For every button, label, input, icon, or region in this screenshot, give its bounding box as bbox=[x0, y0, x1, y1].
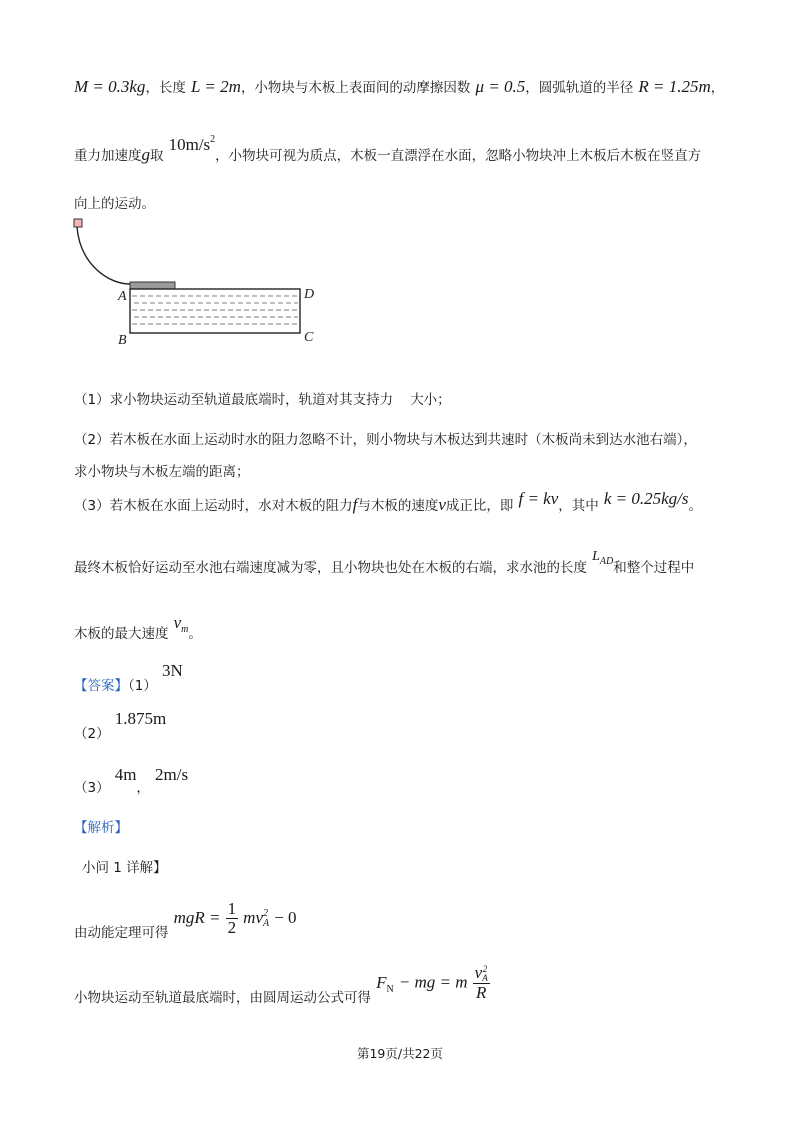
text: ，其中 bbox=[558, 498, 599, 514]
text: ，小物块可视为质点，木板一直漂浮在水面，忽略小物块冲上木板后木板在竖直方 bbox=[215, 148, 702, 164]
circular-motion-equation bbox=[74, 963, 490, 1006]
pool-length-symbol: $L_{AD}$ bbox=[592, 549, 614, 567]
text: （1） bbox=[128, 678, 157, 694]
question-1 bbox=[74, 388, 451, 408]
given-line-1 bbox=[74, 76, 724, 97]
text: ， bbox=[710, 80, 725, 96]
wooden-board bbox=[130, 282, 175, 289]
var-f: f bbox=[352, 495, 358, 514]
text: 大小； bbox=[410, 392, 451, 408]
text: ，小物块与木板上表面间的动摩擦因数 bbox=[240, 80, 471, 96]
text: 木板的最大速度 bbox=[74, 626, 169, 642]
text: 。 bbox=[688, 498, 703, 514]
question-2-line-2: 求小物块与木板左端的距离； bbox=[74, 464, 250, 480]
text: 。 bbox=[188, 626, 202, 642]
answer-1-value: 3N bbox=[161, 661, 183, 680]
text: 重力加速度 bbox=[74, 148, 142, 164]
answer-3 bbox=[74, 765, 189, 797]
text: ，圆弧轨道的半径 bbox=[525, 80, 634, 96]
mass-board: M = 0.3kg bbox=[74, 77, 146, 96]
length-board: L = 2m bbox=[191, 77, 241, 96]
text: 由动能定理可得 bbox=[74, 925, 169, 941]
text: 取 bbox=[150, 148, 164, 164]
question-3-line-2 bbox=[74, 549, 695, 579]
answer-2 bbox=[74, 709, 167, 743]
label-B: B bbox=[118, 333, 127, 348]
eq-mid: − mg = m bbox=[398, 972, 468, 992]
given-line-3: 向上的运动。 bbox=[74, 196, 155, 212]
max-velocity-symbol: $v_m$ bbox=[173, 613, 189, 635]
text: 最终木板恰好运动至水池右端速度减为零，且小物块也处在木板的右端，求水池的长度 bbox=[74, 560, 587, 576]
normal-force: $F_N$ bbox=[376, 972, 394, 995]
given-line-2 bbox=[74, 134, 702, 165]
question-3-line-3 bbox=[74, 613, 202, 645]
text: ，长度 bbox=[145, 80, 186, 96]
eq-kinetic: mv 2 A bbox=[243, 908, 270, 930]
arc-track bbox=[77, 227, 130, 284]
question-3-line-1 bbox=[74, 489, 703, 515]
label-D: D bbox=[304, 287, 315, 302]
answer-2-value: 1.875m bbox=[114, 709, 167, 728]
page-footer bbox=[0, 1043, 800, 1062]
text: 与木板的速度 bbox=[357, 498, 439, 514]
text: 和整个过程中 bbox=[613, 560, 695, 576]
label-C: C bbox=[304, 330, 314, 345]
eq-left: mgR = bbox=[173, 908, 221, 927]
arc-radius: R = 1.25m bbox=[638, 77, 711, 96]
pool-diagram bbox=[68, 214, 328, 350]
friction-coefficient: μ = 0.5 bbox=[475, 77, 526, 96]
page-number: 第19页/共22页 bbox=[356, 1046, 444, 1061]
fraction-v2-over-r: v 2 A R bbox=[474, 963, 488, 1003]
answer-3-length: 4m bbox=[114, 765, 137, 784]
text: 成正比，即 bbox=[445, 498, 514, 514]
label-A: A bbox=[118, 289, 127, 304]
question-2-line-1: （2）若木板在水面上运动时水的阻力忽略不计，则小物块与木板达到共速时（木板尚未到达水池右端）， bbox=[74, 432, 697, 448]
fraction-half: $\frac{1}{2}$ bbox=[227, 899, 237, 937]
resistance-formula: f = kv bbox=[518, 489, 559, 508]
answer-3-velocity: 2m/s bbox=[155, 765, 189, 784]
answer-label: 【答案】 bbox=[74, 678, 128, 694]
k-value: k = 0.25kg/s bbox=[603, 489, 689, 508]
text: 小物块运动至轨道最底端时，由圆周运动公式可得 bbox=[74, 989, 371, 1006]
text: （3）若木板在水面上运动时，水对木板的阻力 bbox=[74, 498, 353, 514]
subquestion-1-heading: 小问 1 详解】 bbox=[82, 860, 167, 876]
text: （2） bbox=[74, 726, 110, 742]
text: （1）求小物块运动至轨道最底端时，轨道对其支持力 bbox=[74, 392, 394, 408]
answer-1 bbox=[74, 661, 183, 695]
small-block bbox=[74, 219, 82, 227]
text: （3） bbox=[74, 780, 110, 796]
gravity-value: $10m/s^2$ bbox=[168, 134, 216, 154]
text: ， bbox=[136, 780, 150, 796]
gravity-symbol: g bbox=[141, 145, 150, 164]
eq-tail: − 0 bbox=[274, 908, 297, 927]
var-v: v bbox=[438, 495, 446, 514]
analysis-label: 【解析】 bbox=[74, 820, 128, 836]
energy-equation bbox=[74, 899, 297, 941]
